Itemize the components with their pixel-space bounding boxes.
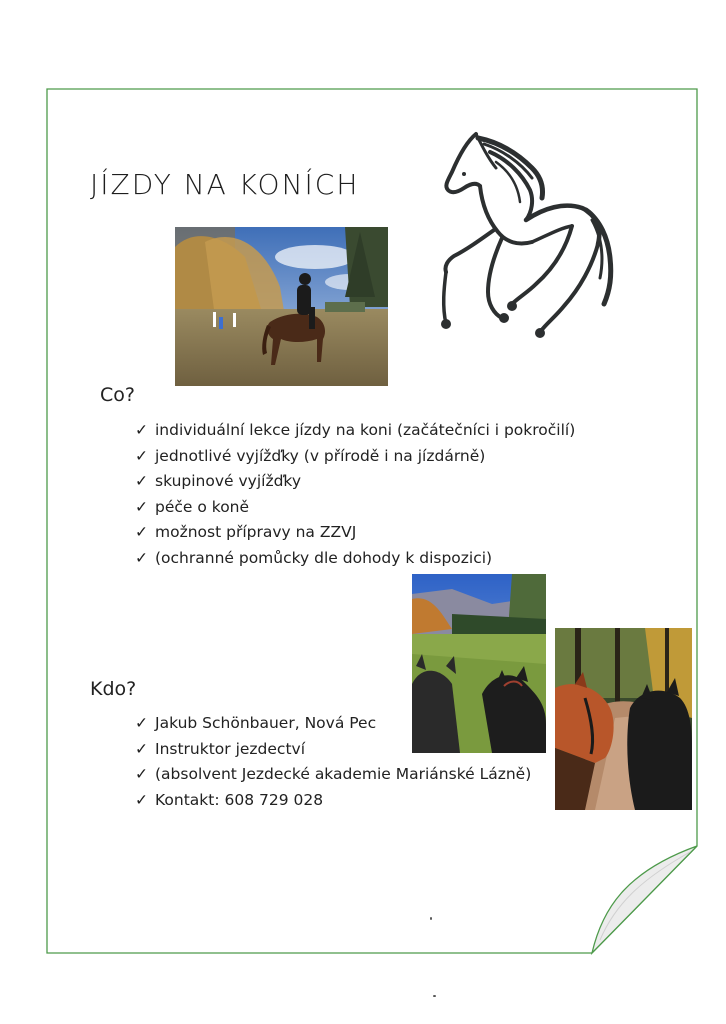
checkmark-icon: ✓ <box>135 523 148 541</box>
instructor-list <box>135 711 531 813</box>
rider-on-horse-in-field-photo <box>175 227 388 386</box>
list-item: ✓ možnost přípravy na ZZVJ <box>135 520 575 546</box>
checkmark-icon: ✓ <box>135 472 148 490</box>
contact-phone: Kontakt: 608 729 028 <box>155 790 324 809</box>
section-heading-kdo: Kdo? <box>90 678 137 700</box>
checkmark-icon: ✓ <box>135 548 148 567</box>
horse-logo-icon <box>436 128 616 343</box>
checkmark-icon: ✓ <box>135 421 148 439</box>
list-item: ✓ jednotlivé vyjížďky (v přírodě i na jízdárně) <box>135 444 575 470</box>
section-heading-co: Co? <box>100 384 135 406</box>
list-item: ✓ (ochranné pomůcky dle dohody k dispozici) <box>135 546 575 572</box>
checkmark-icon: ✓ <box>135 497 148 516</box>
checkmark-icon: ✓ <box>135 765 148 783</box>
checkmark-icon: ✓ <box>135 790 148 809</box>
scan-speck <box>430 917 432 920</box>
offer-list <box>135 418 575 571</box>
checkmark-icon: ✓ <box>135 739 148 758</box>
list-item: ✓ péče o koně <box>135 495 575 521</box>
scan-speck <box>433 995 436 997</box>
view-between-horse-ears-forest-path-photo <box>555 628 692 810</box>
list-item: ✓ skupinové vyjížďky <box>135 469 575 495</box>
checkmark-icon: ✓ <box>135 446 148 465</box>
list-item: ✓ (absolvent Jezdecké akademie Mariánské Lázně) <box>135 762 531 788</box>
page-title: JÍZDY NA KONÍCH <box>90 168 360 201</box>
list-item: ✓ Instruktor jezdectví <box>135 737 531 763</box>
list-item: ✓ Jakub Schönbauer, Nová Pec <box>135 711 531 737</box>
list-item <box>135 788 531 814</box>
list-item: ✓ individuální lekce jízdy na koni (začátečníci i pokročilí) <box>135 418 575 444</box>
checkmark-icon: ✓ <box>135 714 148 732</box>
